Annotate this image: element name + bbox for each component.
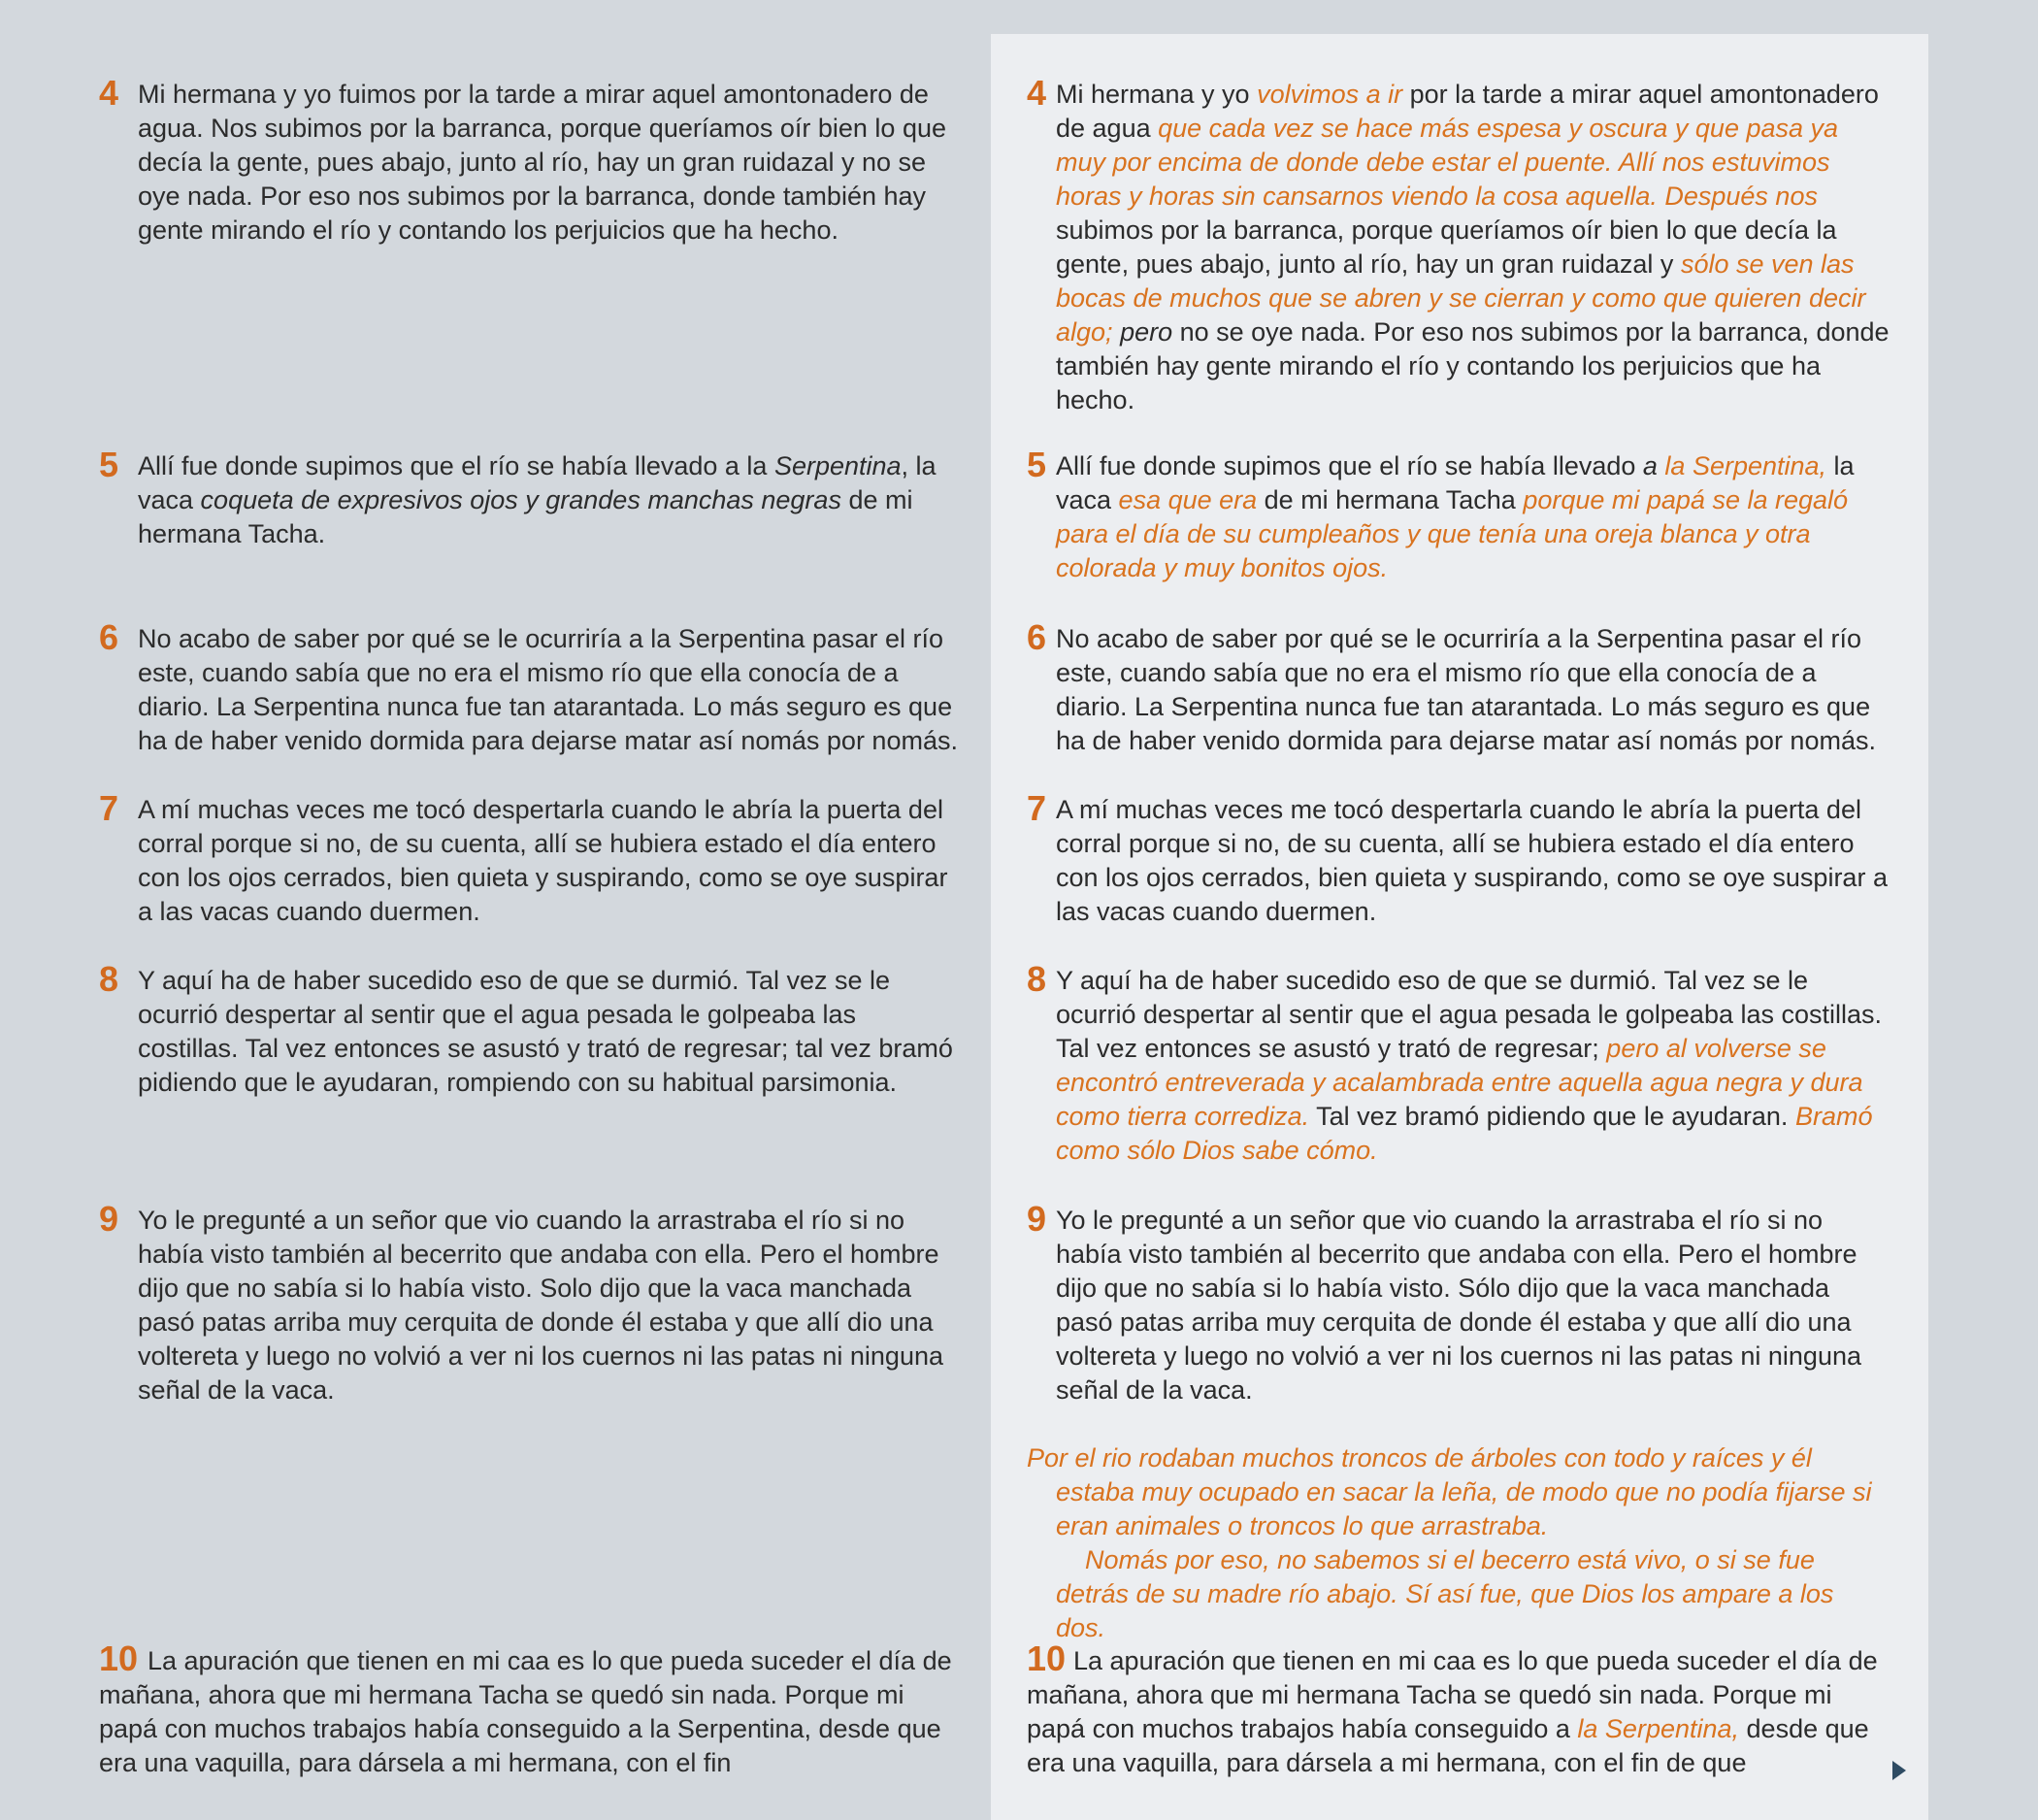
revised-paragraph-7 [1027, 788, 1890, 929]
paragraph-7 [99, 788, 963, 929]
paragraph-6 [99, 617, 963, 758]
paragraph-number: 7 [1027, 788, 1047, 828]
inserted-passage [1027, 1441, 1881, 1645]
paragraph-number: 5 [1027, 445, 1047, 484]
paragraph-number: 7 [99, 788, 119, 828]
paragraph-text: Mi hermana y yo fuimos por la tarde a mirar aquel amontonadero de agua. Nos subimos por la barranca, porque queríamos oír bien lo que decía la gente, pues abajo, junto al río, hay un gran ruidazal y no se oye nada. Por eso nos subimos por la barranca, donde también hay gente mirando el río y contando los perjuicios que ha hecho. [138, 80, 946, 245]
paragraph-number: 4 [1027, 73, 1047, 113]
paragraph-text: No acabo de saber por qué se le ocurriría a la Serpentina pasar el río este, cuando sabía que no era el mismo río que ella conocía de a diario. La Serpentina nunca fue tan atarantada. Lo más seguro es que ha de haber venido dormida para dejarse matar así nomás por nomás. [138, 624, 958, 755]
paragraph-text: A mí muchas veces me tocó despertarla cuando le abría la puerta del corral porque si no, de su cuenta, allí se hubiera estado el día entero con los ojos cerrados, bien quieta y suspirando, como se oye suspirar a las vacas cuando duermen. [138, 795, 948, 926]
paragraph-number: 8 [99, 959, 119, 999]
paragraph-number: 5 [99, 445, 119, 484]
revised-paragraph-8 [1027, 959, 1890, 1168]
paragraph-text: La apuración que tienen en mi caa es lo que pueda suceder el día de mañana, ahora que mi hermana Tacha se quedó sin nada. Porque mi papá con muchos trabajos había conseguido a la Serpentina, desde que era una vaquilla, para dársela a mi hermana, con el fin [99, 1646, 952, 1777]
paragraph-text: Allí fue donde supimos que el río se había llevado a la Serpentina, la vaca coqueta de expresivos ojos y grandes manchas negras de mi hermana Tacha. [138, 451, 937, 548]
paragraph-text: La apuración que tienen en mi caa es lo que pueda suceder el día de mañana, ahora que mi hermana Tacha se quedó sin nada. Porque mi papá con muchos trabajos había conseguido a la Serpentina, desde que era una vaquilla, para dársela a mi hermana, con el fin de que [1027, 1646, 1878, 1777]
revised-paragraph-10 [1027, 1638, 1881, 1780]
original-text-column [0, 0, 990, 1820]
inserted-text-2: Nomás por eso, no sabemos si el becerro está vivo, o si se fue detrás de su madre río abajo. Sí así fue, que Dios los ampare a los dos. [1056, 1545, 1834, 1642]
paragraph-number: 10 [1027, 1638, 1067, 1678]
paragraph-text: Y aquí ha de haber sucedido eso de que se durmió. Tal vez se le ocurrió despertar al sentir que el agua pesada le golpeaba las costillas. Tal vez entonces se asustó y trató de regresar; pero al volverse se encontró entreverada y acalambrada entre aquella agua negra y dura como tierra corrediza. Tal vez bramó pidiendo que le ayudaran. Bramó como sólo Dios sabe cómo. [1056, 966, 1883, 1165]
paragraph-8 [99, 959, 963, 1100]
paragraph-number: 10 [99, 1638, 139, 1678]
paragraph-number: 9 [1027, 1199, 1047, 1239]
paragraph-text: Y aquí ha de haber sucedido eso de que se durmió. Tal vez se le ocurrió despertar al sentir que el agua pesada le golpeaba las costillas. Tal vez entonces se asustó y trató de regresar; tal vez bramó pidiendo que le ayudaran, rompiendo con su habitual parsimonia. [138, 966, 953, 1097]
paragraph-text: Yo le pregunté a un señor que vio cuando la arrastraba el río si no había visto también al becerrito que andaba con ella. Pero el hombre dijo que no sabía si lo había visto. Solo dijo que la vaca manchada pasó patas arriba muy cerquita de donde él estaba y que allí dio una voltereta y luego no volvió a ver ni los cuernos ni las patas ni ninguna señal de la vaca. [138, 1206, 943, 1405]
next-page-arrow-icon[interactable] [1892, 1761, 1906, 1780]
revised-paragraph-6 [1027, 617, 1890, 758]
revised-paragraph-4 [1027, 73, 1890, 417]
paragraph-9 [99, 1199, 963, 1407]
paragraph-text: Mi hermana y yo volvimos a ir por la tarde a mirar aquel amontonadero de agua que cada vez se hace más espesa y oscura y que pasa ya muy por encima de donde debe estar el puente. Allí nos estuvimos horas y horas sin cansarnos viendo la cosa aquella. Después nos subimos por la barranca, porque queríamos oír bien lo que decía la gente, pues abajo, junto al río, hay un gran ruidazal y sólo se ven las bocas de muchos que se abren y se cierran y como que quieren decir algo; pero no se oye nada. Por eso nos subimos por la barranca, donde también hay gente mirando el río y contando los perjuicios que ha hecho. [1056, 80, 1890, 414]
paragraph-10 [99, 1638, 963, 1780]
paragraph-text: Yo le pregunté a un señor que vio cuando la arrastraba el río si no había visto también al becerrito que andaba con ella. Pero el hombre dijo que no sabía si lo había visto. Sólo dijo que la vaca manchada pasó patas arriba muy cerquita de donde él estaba y que allí dio una voltereta y luego no volvió a ver ni los cuernos ni las patas ni ninguna señal de la vaca. [1056, 1206, 1861, 1405]
paragraph-number: 4 [99, 73, 119, 113]
paragraph-number: 8 [1027, 959, 1047, 999]
paragraph-5 [99, 445, 963, 551]
paragraph-text: No acabo de saber por qué se le ocurriría a la Serpentina pasar el río este, cuando sabía que no era el mismo río que ella conocía de a diario. La Serpentina nunca fue tan atarantada. Lo más seguro es que ha de haber venido dormida para dejarse matar así nomás por nomás. [1056, 624, 1876, 755]
paragraph-number: 6 [99, 617, 119, 657]
revised-paragraph-9 [1027, 1199, 1890, 1407]
paragraph-number: 9 [99, 1199, 119, 1239]
paragraph-text: A mí muchas veces me tocó despertarla cuando le abría la puerta del corral porque si no, de su cuenta, allí se hubiera estado el día entero con los ojos cerrados, bien quieta y suspirando, como se oye suspirar a las vacas cuando duermen. [1056, 795, 1888, 926]
paragraph-text: Allí fue donde supimos que el río se había llevado a la Serpentina, la vaca esa que era de mi hermana Tacha porque mi papá se la regaló para el día de su cumpleaños y que tenía una oreja blanca y otra colorada y muy bonitos ojos. [1056, 451, 1855, 582]
inserted-text-1: Por el rio rodaban muchos troncos de árboles con todo y raíces y él estaba muy ocupado en sacar la leña, de modo que no podía fijarse si eran animales o troncos lo que arrastraba. [1027, 1443, 1872, 1540]
paragraph-4 [99, 73, 963, 248]
paragraph-number: 6 [1027, 617, 1047, 657]
revised-paragraph-5 [1027, 445, 1890, 585]
